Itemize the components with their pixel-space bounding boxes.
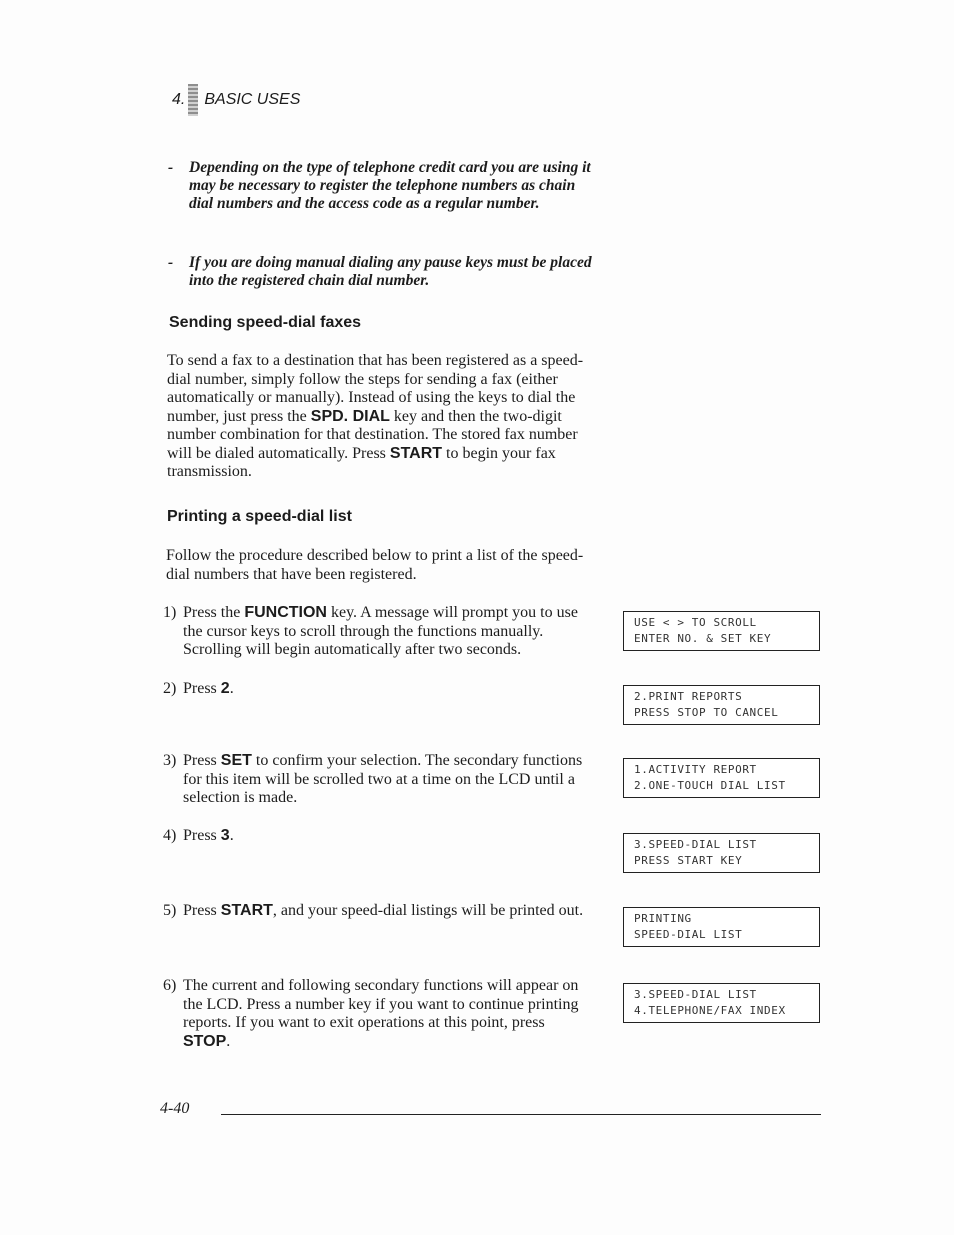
step-text: . [229, 680, 234, 697]
step-text: Press [183, 680, 221, 697]
step-text: Press [183, 752, 221, 769]
lcd-display-1 [623, 611, 820, 651]
lcd-line-1: PRINTING [634, 912, 692, 925]
key-name: 3 [220, 827, 230, 844]
step-1 [163, 604, 588, 660]
step-text: . [229, 827, 234, 844]
section-heading-sending: Sending speed-dial faxes [169, 314, 362, 331]
footer-rule [221, 1114, 821, 1115]
step-text: key. A message will prompt you to use the cursor keys to scroll through the functions manually. Scrolling will begin automatically after two seconds. [183, 604, 578, 658]
lcd-line-2: 4.TELEPHONE/FAX INDEX [634, 1004, 786, 1017]
step-text: Press [183, 827, 221, 844]
key-name: FUNCTION [244, 604, 327, 621]
step-4 [163, 827, 588, 846]
section-heading-printing: Printing a speed-dial list [167, 508, 352, 525]
step-number: 3) [163, 752, 177, 769]
lcd-line-1: 3.SPEED-DIAL LIST [634, 988, 757, 1001]
key-name: 2 [220, 680, 230, 697]
step-text: Press the [183, 604, 245, 621]
chapter-tab-marker [188, 84, 198, 116]
paragraph-text: key and then the two-digit number combination for that destination. The stored fax number will be dialed automatically. Press [167, 407, 578, 462]
note-dash: - [168, 159, 174, 176]
lcd-line-2: PRESS STOP TO CANCEL [634, 706, 779, 719]
chapter-title: BASIC USES [204, 91, 301, 108]
lcd-display-5 [623, 907, 820, 947]
lcd-line-1: USE < > TO SCROLL [634, 616, 757, 629]
note-dash: - [168, 254, 174, 271]
step-3 [163, 752, 588, 808]
step-number: 6) [163, 977, 177, 994]
lcd-line-1: 2.PRINT REPORTS [634, 690, 743, 703]
chapter-header [172, 84, 300, 116]
lcd-line-1: 1.ACTIVITY REPORT [634, 763, 757, 776]
lcd-display-4 [623, 833, 820, 873]
step-number: 4) [163, 827, 177, 844]
section-intro-printing: Follow the procedure described below to print a list of the speed-dial numbers that have been registered. [166, 547, 584, 583]
step-text: Press [183, 902, 221, 919]
step-number: 5) [163, 902, 177, 919]
section-paragraph-sending [167, 352, 591, 482]
step-number: 1) [163, 604, 177, 621]
note-2 [168, 254, 594, 290]
key-name: SET [220, 752, 252, 769]
paragraph-text: To send a fax to a destination that has been registered as a speed-dial number, simply follow the steps for sending a fax (either automatically or manually). Instead of using the keys to dial the number, just press the [167, 352, 584, 425]
lcd-display-2 [623, 685, 820, 725]
lcd-line-2: 2.ONE-TOUCH DIAL LIST [634, 779, 786, 792]
step-5 [163, 902, 588, 921]
key-name: SPD. DIAL [310, 407, 390, 425]
lcd-display-6 [623, 983, 820, 1023]
note-1 [168, 159, 594, 213]
lcd-display-3 [623, 758, 820, 798]
note-text: If you are doing manual dialing any pause keys must be placed into the registered chain dial number. [189, 254, 592, 289]
lcd-line-2: PRESS START KEY [634, 854, 743, 867]
lcd-line-2: ENTER NO. & SET KEY [634, 632, 772, 645]
page-number: 4-40 [160, 1100, 190, 1117]
step-text: , and your speed-dial listings will be printed out. [272, 902, 584, 919]
step-2 [163, 680, 588, 699]
step-text: The current and following secondary functions will appear on the LCD. Press a number key if you want to continue printing reports. If you want to exit operations at this point, press [183, 977, 579, 1031]
chapter-prefix: 4. [172, 91, 186, 108]
lcd-line-2: SPEED-DIAL LIST [634, 928, 743, 941]
paragraph-text: to begin your fax transmission. [167, 444, 556, 480]
key-name: STOP [183, 1032, 227, 1050]
step-6 [163, 977, 588, 1051]
lcd-line-1: 3.SPEED-DIAL LIST [634, 838, 757, 851]
step-text: . [226, 1032, 231, 1050]
key-name: START [389, 444, 443, 462]
step-text: to confirm your selection. The secondary functions for this item will be scrolled two at a time on the LCD until a selection is made. [183, 752, 583, 806]
key-name: START [220, 902, 273, 919]
note-text: Depending on the type of telephone credit card you are using it may be necessary to register the telephone numbers as chain dial numbers and the access code as a regular number. [189, 159, 591, 212]
step-number: 2) [163, 680, 177, 697]
